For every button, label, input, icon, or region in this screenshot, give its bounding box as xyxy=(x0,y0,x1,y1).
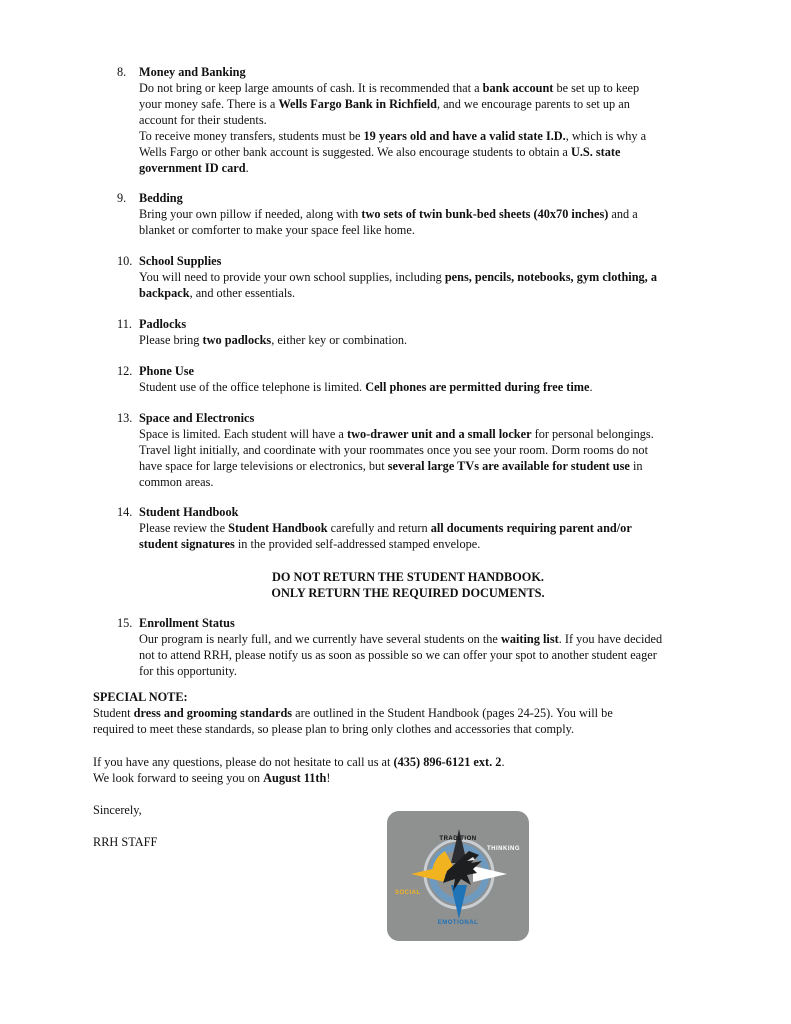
logo-text-top: TRADITION xyxy=(439,836,477,842)
text-span: Please review the xyxy=(139,521,229,535)
bold-text: U.S. state xyxy=(570,145,621,159)
item-number: 11. xyxy=(117,317,132,331)
text-line xyxy=(139,80,745,96)
item-body xyxy=(139,426,745,490)
text-span: your money safe. There is a xyxy=(139,97,279,111)
text-span: , which is why a xyxy=(565,129,647,143)
item-title: School Supplies xyxy=(139,254,222,268)
text-span: Space is limited. Each student will have a xyxy=(139,427,347,441)
text-span: If you have any questions, please do not hesitate to call us at xyxy=(93,755,394,769)
bold-text: 19 years old and have a valid state I.D. xyxy=(363,129,566,143)
signature-text: RRH STAFF xyxy=(93,835,158,849)
item-title: Padlocks xyxy=(139,317,187,331)
text-span: not to attend RRH, please notify us as soon as possible so we can offer your spot to another student eager xyxy=(139,648,657,662)
logo-text-right: THINKING xyxy=(487,846,520,852)
text-span: ! xyxy=(326,771,331,785)
text-line xyxy=(139,426,745,442)
text-line xyxy=(93,721,733,737)
rrh-logo xyxy=(387,811,529,941)
text-span: for this opportunity. xyxy=(139,664,237,678)
closing-paragraph xyxy=(93,754,733,786)
text-span: Student use of the office telephone is limited. xyxy=(139,380,366,394)
text-line xyxy=(93,754,733,770)
bold-text: student signatures xyxy=(139,537,235,551)
text-line xyxy=(139,96,745,112)
sincerely-text: Sincerely, xyxy=(93,803,142,817)
item-body xyxy=(139,80,745,176)
item-number: 9. xyxy=(117,191,127,205)
special-note-heading: SPECIAL NOTE: xyxy=(93,690,188,704)
notice-line-1: DO NOT RETURN THE STUDENT HANDBOOK. xyxy=(272,570,544,584)
text-span: , and we encourage parents to set up an xyxy=(436,97,630,111)
text-span: We look forward to seeing you on xyxy=(93,771,264,785)
item-title: Bedding xyxy=(139,191,183,205)
bold-text: Wells Fargo Bank in Richfield xyxy=(278,97,437,111)
text-line xyxy=(93,770,733,786)
item-number: 10. xyxy=(117,254,133,268)
text-line xyxy=(139,442,745,458)
bold-text: government ID card xyxy=(139,161,246,175)
item-number: 12. xyxy=(117,364,133,378)
bold-text: bank account xyxy=(482,81,554,95)
item-body xyxy=(139,631,745,679)
text-span: Wells Fargo or other bank account is suggested. We also encourage students to obtain a xyxy=(139,145,571,159)
text-span: for personal belongings. xyxy=(531,427,654,441)
bold-text: two padlocks xyxy=(202,333,272,347)
special-note-body xyxy=(93,705,733,737)
text-span: , and other essentials. xyxy=(189,286,296,300)
bold-text: August 11th xyxy=(263,771,327,785)
text-span: required to meet these standards, so please plan to bring only clothes and accessories that comply. xyxy=(93,722,575,736)
text-span: in xyxy=(629,459,643,473)
bold-text: dress and grooming standards xyxy=(133,706,293,720)
bold-text: backpack xyxy=(139,286,190,300)
special-note xyxy=(93,689,733,737)
bold-text: all documents requiring parent and/or xyxy=(430,521,632,535)
text-span: You will need to provide your own school supplies, including xyxy=(139,270,445,284)
text-line xyxy=(139,631,745,647)
text-span: Do not bring or keep large amounts of cash. It is recommended that a xyxy=(139,81,483,95)
bold-text: two-drawer unit and a small locker xyxy=(346,427,532,441)
text-span: Our program is nearly full, and we currently have several students on the xyxy=(139,632,501,646)
logo-text-bottom: EMOTIONAL xyxy=(437,920,479,926)
text-line xyxy=(139,160,745,176)
bold-text: two sets of twin bunk-bed sheets (40x70 inches) xyxy=(361,207,609,221)
text-span: blanket or comforter to make your space feel like home. xyxy=(139,223,415,237)
text-line xyxy=(139,222,745,238)
item-title: Student Handbook xyxy=(139,505,239,519)
text-span: Student xyxy=(93,706,134,720)
text-line xyxy=(139,458,745,474)
text-span: To receive money transfers, students must be xyxy=(139,129,364,143)
text-line xyxy=(139,269,745,285)
item-body xyxy=(139,379,745,395)
bold-text: waiting list xyxy=(500,632,559,646)
item-number: 14. xyxy=(117,505,133,519)
bold-text: several large TVs are available for student use xyxy=(387,459,630,473)
text-span: , either key or combination. xyxy=(271,333,408,347)
item-title: Enrollment Status xyxy=(139,616,235,630)
compass-east-point xyxy=(473,866,507,882)
text-span: Travel light initially, and coordinate with your roommates once you see your room. Dorm rooms do not xyxy=(139,443,648,457)
text-line xyxy=(93,705,733,721)
text-line xyxy=(139,663,745,679)
item-body xyxy=(139,269,745,301)
text-line xyxy=(139,474,745,490)
bold-text: (435) 896-6121 ext. 2 xyxy=(393,755,502,769)
item-body xyxy=(139,206,745,238)
text-line xyxy=(139,332,745,348)
text-span: have space for large televisions or electronics, but xyxy=(139,459,388,473)
bold-text: Cell phones are permitted during free time xyxy=(365,380,590,394)
notice-line-2: ONLY RETURN THE REQUIRED DOCUMENTS. xyxy=(271,586,545,600)
bold-text: pens, pencils, notebooks, gym clothing, a xyxy=(444,270,657,284)
text-span: . xyxy=(589,380,593,394)
item-body xyxy=(139,332,745,348)
text-span: Bring your own pillow if needed, along with xyxy=(139,207,362,221)
closing-body xyxy=(93,754,733,786)
text-line xyxy=(139,144,745,160)
text-span: Please bring xyxy=(139,333,203,347)
text-span: . xyxy=(245,161,249,175)
text-span: account for their students. xyxy=(139,113,267,127)
item-title: Space and Electronics xyxy=(139,411,255,425)
logo-text-left: SOCIAL xyxy=(395,890,421,896)
bold-text: Student Handbook xyxy=(228,521,328,535)
item-title: Money and Banking xyxy=(139,65,246,79)
handbook-notice xyxy=(93,569,723,601)
text-span: are outlined in the Student Handbook (pages 24-25). You will be xyxy=(292,706,613,720)
item-number: 8. xyxy=(117,65,127,79)
text-line xyxy=(139,647,745,663)
text-line xyxy=(139,520,745,536)
item-number: 15. xyxy=(117,616,133,630)
text-span: in the provided self-addressed stamped envelope. xyxy=(234,537,481,551)
text-line xyxy=(139,112,745,128)
text-line xyxy=(139,206,745,222)
text-span: common areas. xyxy=(139,475,214,489)
text-line xyxy=(139,379,745,395)
text-span: . xyxy=(501,755,505,769)
text-span: and a xyxy=(608,207,638,221)
item-body xyxy=(139,520,745,552)
text-line xyxy=(139,285,745,301)
text-line xyxy=(139,128,745,144)
text-line xyxy=(139,536,745,552)
text-span: . If you have decided xyxy=(558,632,663,646)
text-span: carefully and return xyxy=(327,521,431,535)
text-span: be set up to keep xyxy=(553,81,640,95)
item-title: Phone Use xyxy=(139,364,194,378)
item-number: 13. xyxy=(117,411,133,425)
